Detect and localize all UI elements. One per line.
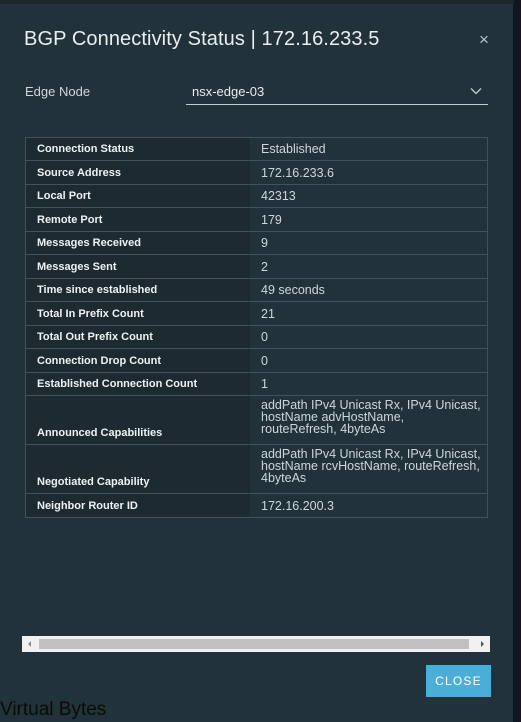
row-value: 49 seconds: [250, 279, 487, 301]
row-value: addPath IPv4 Unicast Rx, IPv4 Unicast, hostName advHostName, routeRefresh, 4byteAs: [250, 396, 487, 444]
table-row: [26, 494, 487, 517]
edge-node-label: Edge Node: [25, 84, 91, 99]
table-row: [26, 255, 487, 279]
table-row: [26, 302, 487, 326]
row-label: Messages Sent: [26, 255, 250, 278]
row-label: Messages Received: [26, 232, 250, 254]
row-value: 2: [250, 255, 487, 278]
scroll-left-arrow-icon[interactable]: [22, 636, 38, 652]
watermark-text: Virtual Bytes: [0, 699, 107, 720]
row-value: addPath IPv4 Unicast Rx, IPv4 Unicast, hostName rcvHostName, routeRefresh, 4byteAs: [250, 445, 487, 493]
row-label: Local Port: [26, 185, 250, 207]
table-row: [26, 445, 487, 494]
table-row: [26, 185, 487, 208]
row-value: 0: [250, 349, 487, 372]
table-row: [26, 232, 487, 255]
row-label: Total In Prefix Count: [26, 302, 250, 325]
row-label: Connection Drop Count: [26, 349, 250, 372]
bgp-status-dialog: [0, 4, 513, 722]
row-value: 1: [250, 373, 487, 395]
row-value: 9: [250, 232, 487, 254]
scroll-right-arrow-icon[interactable]: [474, 636, 490, 652]
row-label: Total Out Prefix Count: [26, 326, 250, 348]
edge-node-select[interactable]: [186, 78, 488, 105]
row-label: Neighbor Router ID: [26, 494, 250, 517]
bgp-status-table: [25, 137, 488, 518]
table-row: [26, 349, 487, 373]
row-label: Remote Port: [26, 208, 250, 231]
row-value: 172.16.233.6: [250, 161, 487, 184]
row-label: Source Address: [26, 161, 250, 184]
backdrop-right-edge: [514, 0, 521, 722]
table-row: [26, 373, 487, 396]
table-row: [26, 161, 487, 185]
row-value: Established: [250, 138, 487, 160]
table-row: [26, 279, 487, 302]
row-label: Connection Status: [26, 138, 250, 160]
scrollbar-thumb[interactable]: [39, 639, 469, 649]
row-label: Time since established: [26, 279, 250, 301]
row-value: 0: [250, 326, 487, 348]
close-icon[interactable]: ×: [479, 30, 489, 49]
row-value: 179: [250, 208, 487, 231]
edge-node-selected-value: nsx-edge-03: [192, 84, 265, 99]
row-label: Negotiated Capability: [26, 445, 250, 493]
row-value: 21: [250, 302, 487, 325]
table-row: [26, 208, 487, 232]
row-value: 172.16.200.3: [250, 494, 487, 517]
row-label: Announced Capabilities: [26, 396, 250, 444]
horizontal-scrollbar[interactable]: [22, 636, 490, 652]
table-row: [26, 326, 487, 349]
dialog-title: BGP Connectivity Status | 172.16.233.5: [24, 28, 380, 50]
row-label: Established Connection Count: [26, 373, 250, 395]
table-row: [26, 138, 487, 161]
chevron-down-icon: [470, 85, 482, 97]
table-row: [26, 396, 487, 445]
row-value: 42313: [250, 185, 487, 207]
close-button[interactable]: CLOSE: [426, 665, 491, 697]
